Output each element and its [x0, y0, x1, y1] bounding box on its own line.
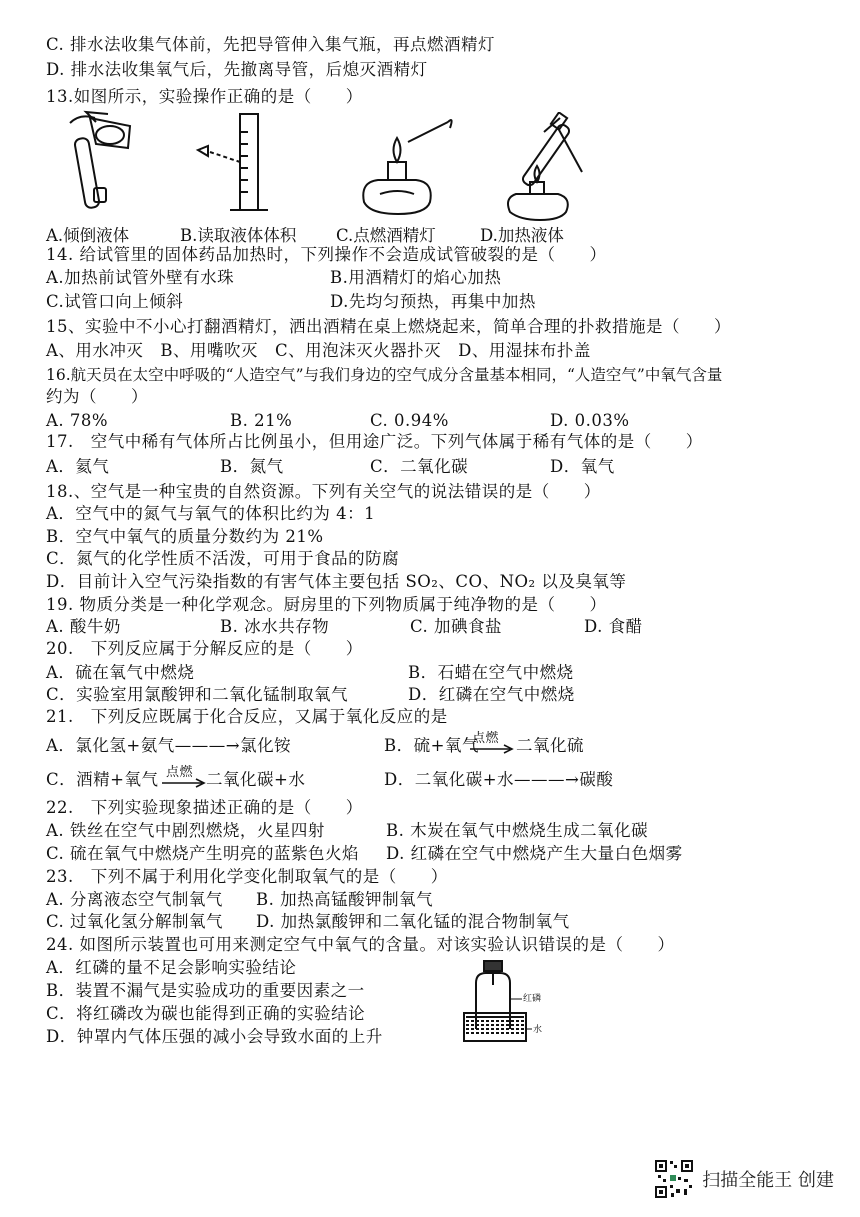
- figure-bell-jar: [460, 955, 560, 1055]
- q21-option-c: C．酒精+氧气: [46, 770, 159, 789]
- q17-option-d: D．氧气: [550, 457, 615, 476]
- q21-b-product: 二氧化硫: [516, 736, 584, 755]
- q19-option-c: C. 加碘食盐: [410, 617, 503, 636]
- q23-option-d: D. 加热氯酸钾和二氧化锰的混合物制氧气: [256, 912, 570, 931]
- q14-option-c: C.试管口向上倾斜: [46, 292, 184, 311]
- figure-pour-liquid: [50, 108, 145, 218]
- q14-option-a: A.加热前试管外壁有水珠: [46, 268, 235, 287]
- q18-option-a: A．空气中的氮气与氧气的体积比约为 4：1: [46, 504, 376, 523]
- q17-stem: 17. 空气中稀有气体所占比例虽小，但用途广泛。下列气体属于稀有气体的是（ ）: [46, 432, 703, 451]
- q22-option-a: A. 铁丝在空气中剧烈燃烧，火星四射: [46, 821, 325, 840]
- q21-stem: 21. 下列反应既属于化合反应，又属于氧化反应的是: [46, 707, 448, 726]
- q18-option-c: C．氮气的化学性质不活泼，可用于食品的防腐: [46, 549, 400, 568]
- fig24-label-water: 水: [533, 1025, 543, 1035]
- q16-option-c: C. 0.94%: [370, 411, 449, 430]
- q18-option-b: B．空气中氧气的质量分数约为 21%: [46, 527, 324, 546]
- q23-option-a: A. 分离液态空气制氧气: [46, 890, 223, 909]
- q22-option-b: B. 木炭在氧气中燃烧生成二氧化碳: [386, 821, 649, 840]
- q22-option-c: C. 硫在氧气中燃烧产生明亮的蓝紫色火焰: [46, 844, 360, 863]
- q14-stem: 14. 给试管里的固体药品加热时，下列操作不会造成试管破裂的是（ ）: [46, 245, 607, 264]
- reaction-arrow-b: [470, 744, 514, 754]
- q13-option-c: C.点燃酒精灯: [336, 226, 436, 245]
- q19-option-a: A. 酸牛奶: [46, 617, 121, 636]
- q23-option-c: C. 过氧化氢分解制氧气: [46, 912, 224, 931]
- q20-option-d: D．红磷在空气中燃烧: [408, 685, 575, 704]
- q24-option-b: B．装置不漏气是实验成功的重要因素之一: [46, 981, 365, 1000]
- q23-option-b: B. 加热高锰酸钾制氧气: [256, 890, 434, 909]
- q19-option-b: B. 冰水共存物: [220, 617, 330, 636]
- q20-option-b: B．石蜡在空气中燃烧: [408, 663, 574, 682]
- q21-option-a: A．氯化氢+氨气———→氯化铵: [46, 736, 292, 755]
- q14-option-b: B.用酒精灯的焰心加热: [330, 268, 502, 287]
- q20-stem: 20. 下列反应属于分解反应的是（ ）: [46, 639, 363, 658]
- q24-option-c: C．将红磷改为碳也能得到正确的实验结论: [46, 1004, 366, 1023]
- q21-c-product: 二氧化碳+水: [206, 770, 306, 789]
- q13-stem: 13.如图所示，实验操作正确的是（ ）: [46, 87, 363, 106]
- q13-option-d: D.加热液体: [480, 226, 564, 245]
- q15-options: A、用水冲灭 B、用嘴吹灭 C、用泡沫灭火器扑灭 D、用湿抹布扑盖: [46, 341, 591, 360]
- q16-option-a: A. 78%: [46, 411, 109, 430]
- scanner-watermark: [654, 1159, 834, 1199]
- q13-option-b: B.读取液体体积: [180, 226, 297, 245]
- q17-option-a: A．氦气: [46, 457, 110, 476]
- q21-c-condition: 点燃: [166, 765, 194, 780]
- q18-stem: 18.、空气是一种宝贵的自然资源。下列有关空气的说法错误的是（ ）: [46, 482, 601, 501]
- q16-stem-cont: 约为（ ）: [46, 387, 148, 406]
- q23-stem: 23. 下列不属于利用化学变化制取氧气的是（ ）: [46, 867, 448, 886]
- q12-option-d: D. 排水法收集氧气后，先撤离导管，后熄灭酒精灯: [46, 60, 428, 79]
- q21-b-condition: 点燃: [472, 731, 500, 746]
- watermark-text: 扫描全能王 创建: [702, 1170, 834, 1191]
- q15-stem: 15、实验中不小心打翻酒精灯，洒出酒精在桌上燃烧起来，简单合理的扑救措施是（ ）: [46, 317, 731, 336]
- qr-code-icon: [654, 1159, 694, 1199]
- q22-stem: 22. 下列实验现象描述正确的是（ ）: [46, 798, 363, 817]
- q20-option-a: A．硫在氧气中燃烧: [46, 663, 195, 682]
- q19-option-d: D. 食醋: [584, 617, 643, 636]
- q24-stem: 24. 如图所示装置也可用来测定空气中氧气的含量。对该实验认识错误的是（ ）: [46, 935, 675, 954]
- q13-option-a: A.倾倒液体: [46, 226, 130, 245]
- reaction-arrow-c: [162, 778, 206, 788]
- q14-option-d: D.先均匀预热，再集中加热: [330, 292, 536, 311]
- figure-light-lamp: [350, 112, 460, 220]
- q16-option-d: D. 0.03%: [550, 411, 630, 430]
- q12-option-c: C. 排水法收集气体前，先把导管伸入集气瓶，再点燃酒精灯: [46, 35, 496, 54]
- q18-option-d: D．目前计入空气污染指数的有害气体主要包括 SO₂、CO、NO₂ 以及臭氧等: [46, 572, 627, 591]
- q21-option-d: D．二氧化碳+水———→碳酸: [384, 770, 614, 789]
- q17-option-b: B．氮气: [220, 457, 284, 476]
- q24-option-a: A．红磷的量不足会影响实验结论: [46, 958, 297, 977]
- fig24-label-phosphorus: 红磷: [523, 994, 542, 1004]
- q16-stem: 16.航天员在太空中呼吸的“人造空气”与我们身边的空气成分含量基本相同，“人造空气”中氧气含量: [46, 366, 723, 384]
- q19-stem: 19. 物质分类是一种化学观念。厨房里的下列物质属于纯净物的是（ ）: [46, 595, 607, 614]
- q16-option-b: B. 21%: [230, 411, 293, 430]
- figure-read-volume: [190, 112, 290, 220]
- q17-option-c: C．二氧化碳: [370, 457, 469, 476]
- figure-heat-liquid: [500, 112, 600, 224]
- q20-option-c: C．实验室用氯酸钾和二氧化锰制取氧气: [46, 685, 349, 704]
- q22-option-d: D. 红磷在空气中燃烧产生大量白色烟雾: [386, 844, 683, 863]
- q21-option-b: B．硫+氧气: [384, 736, 479, 755]
- q24-option-d: D．钟罩内气体压强的减小会导致水面的上升: [46, 1027, 383, 1046]
